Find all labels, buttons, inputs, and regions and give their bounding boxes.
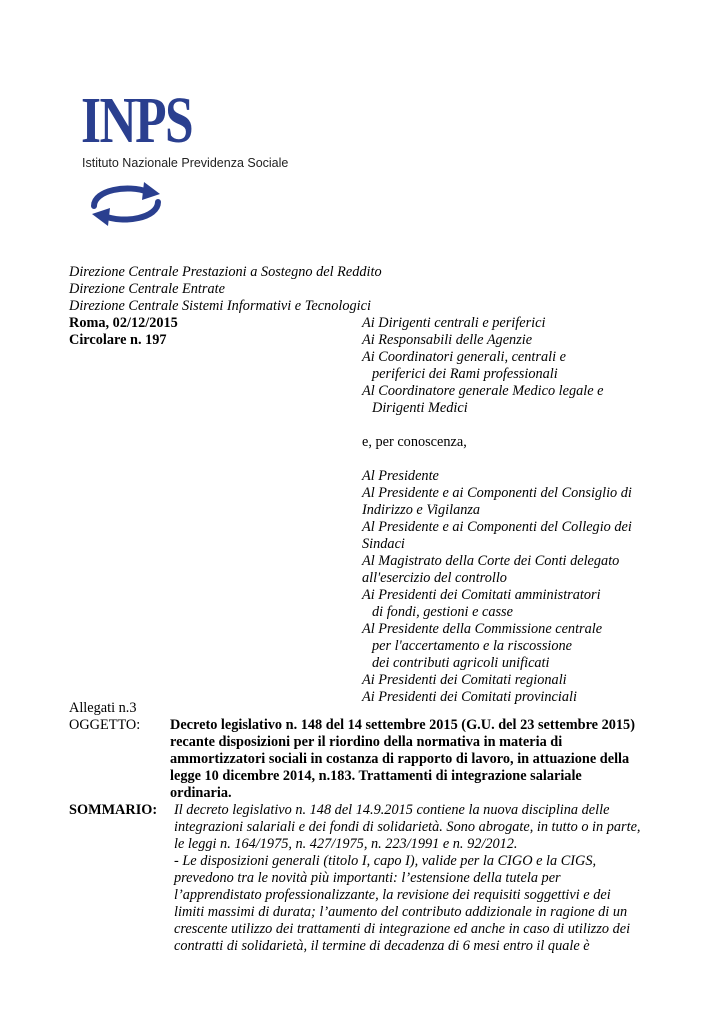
cc-recipient-line: Ai Presidenti dei Comitati regionali xyxy=(362,672,567,688)
sommario-line: prevedono tra le novità più importanti: l’estensione della tutela per xyxy=(174,870,561,886)
oggetto-line: Decreto legislativo n. 148 del 14 settembre 2015 (G.U. del 23 settembre 2015) xyxy=(170,717,635,733)
inps-logo xyxy=(78,84,289,228)
sommario-line: integrazioni salariali e dei fondi di solidarietà. Sono abrogate, in tutto o in parte, xyxy=(174,819,641,835)
sommario-line: - Le disposizioni generali (titolo I, capo I), valide per la CIGO e la CIGS, xyxy=(174,853,597,869)
cc-recipient-line: Indirizzo e Vigilanza xyxy=(362,502,481,518)
logo-wordmark: INPS xyxy=(81,84,193,157)
recipient-line: Ai Coordinatori generali, centrali e xyxy=(362,349,566,365)
oggetto-text xyxy=(170,717,635,802)
cc-recipient-line: Ai Presidenti dei Comitati amministratori xyxy=(362,587,601,603)
cc-recipient-line: Al Presidente e ai Componenti del Consiglio di xyxy=(362,485,632,501)
oggetto-line: ammortizzatori sociali in costanza di rapporto di lavoro, in attuazione della xyxy=(170,751,630,767)
departments-block xyxy=(69,264,382,315)
circolare-number: Circolare n. 197 xyxy=(69,332,167,348)
allegati-count: Allegati n.3 xyxy=(69,700,137,716)
sommario-line: contratti di solidarietà, il termine di decadenza di 6 mesi entro il quale è xyxy=(174,938,590,954)
for-knowledge-label: e, per conoscenza, xyxy=(362,434,467,450)
cc-recipient-line: Al Presidente e ai Componenti del Collegio dei xyxy=(362,519,632,535)
oggetto-line: recante disposizioni per il riordino della normativa in materia di xyxy=(170,734,563,750)
oggetto-line: legge 10 dicembre 2014, n.183. Trattamenti di integrazione salariale xyxy=(170,768,582,784)
department-line: Direzione Centrale Entrate xyxy=(69,281,225,297)
sommario-line: Il decreto legislativo n. 148 del 14.9.2015 contiene la nuova disciplina delle xyxy=(174,802,610,818)
sommario-line: le leggi n. 164/1975, n. 427/1975, n. 223/1991 e n. 92/2012. xyxy=(174,836,518,852)
cc-recipient-line: dei contributi agricoli unificati xyxy=(372,655,550,671)
cc-recipient-line: per l'accertamento e la riscossione xyxy=(372,638,572,654)
department-line: Direzione Centrale Prestazioni a Sostegno del Reddito xyxy=(69,264,382,280)
cc-recipient-line: Al Presidente della Commissione centrale xyxy=(362,621,603,637)
cc-recipient-line: Al Presidente xyxy=(362,468,439,484)
department-line: Direzione Centrale Sistemi Informativi e Tecnologici xyxy=(69,298,371,314)
recipient-line: periferici dei Rami professionali xyxy=(372,366,558,382)
sommario-text xyxy=(174,802,641,955)
recipient-line: Ai Responsabili delle Agenzie xyxy=(362,332,533,348)
cc-recipient-line: Sindaci xyxy=(362,536,405,552)
logo-subtitle: Istituto Nazionale Previdenza Sociale xyxy=(82,156,289,170)
circular-arrows-icon xyxy=(86,180,166,226)
recipient-line: Al Coordinatore generale Medico legale e xyxy=(362,383,604,399)
sommario-line: l’apprendistato professionalizzante, la revisione dei requisiti soggettivi e dei xyxy=(174,887,611,903)
sommario-label: SOMMARIO: xyxy=(69,802,158,818)
oggetto-label: OGGETTO: xyxy=(69,717,141,733)
header-meta xyxy=(69,315,178,349)
recipients-block xyxy=(362,315,632,706)
cc-recipient-line: Al Magistrato della Corte dei Conti delegato xyxy=(362,553,620,569)
cc-recipient-line: di fondi, gestioni e casse xyxy=(372,604,513,620)
sommario-line: crescente utilizzo dei trattamenti di integrazione ed anche in caso di utilizzo dei xyxy=(174,921,631,937)
cc-recipient-line: Ai Presidenti dei Comitati provinciali xyxy=(362,689,577,705)
place-date: Roma, 02/12/2015 xyxy=(69,315,178,331)
recipient-line: Dirigenti Medici xyxy=(372,400,468,416)
sommario-line: limiti massimi di durata; l’aumento del contributo addizionale in ragione di un xyxy=(174,904,628,920)
oggetto-line: ordinaria. xyxy=(170,785,232,801)
recipient-line: Ai Dirigenti centrali e periferici xyxy=(362,315,546,331)
cc-recipient-line: all'esercizio del controllo xyxy=(362,570,507,586)
